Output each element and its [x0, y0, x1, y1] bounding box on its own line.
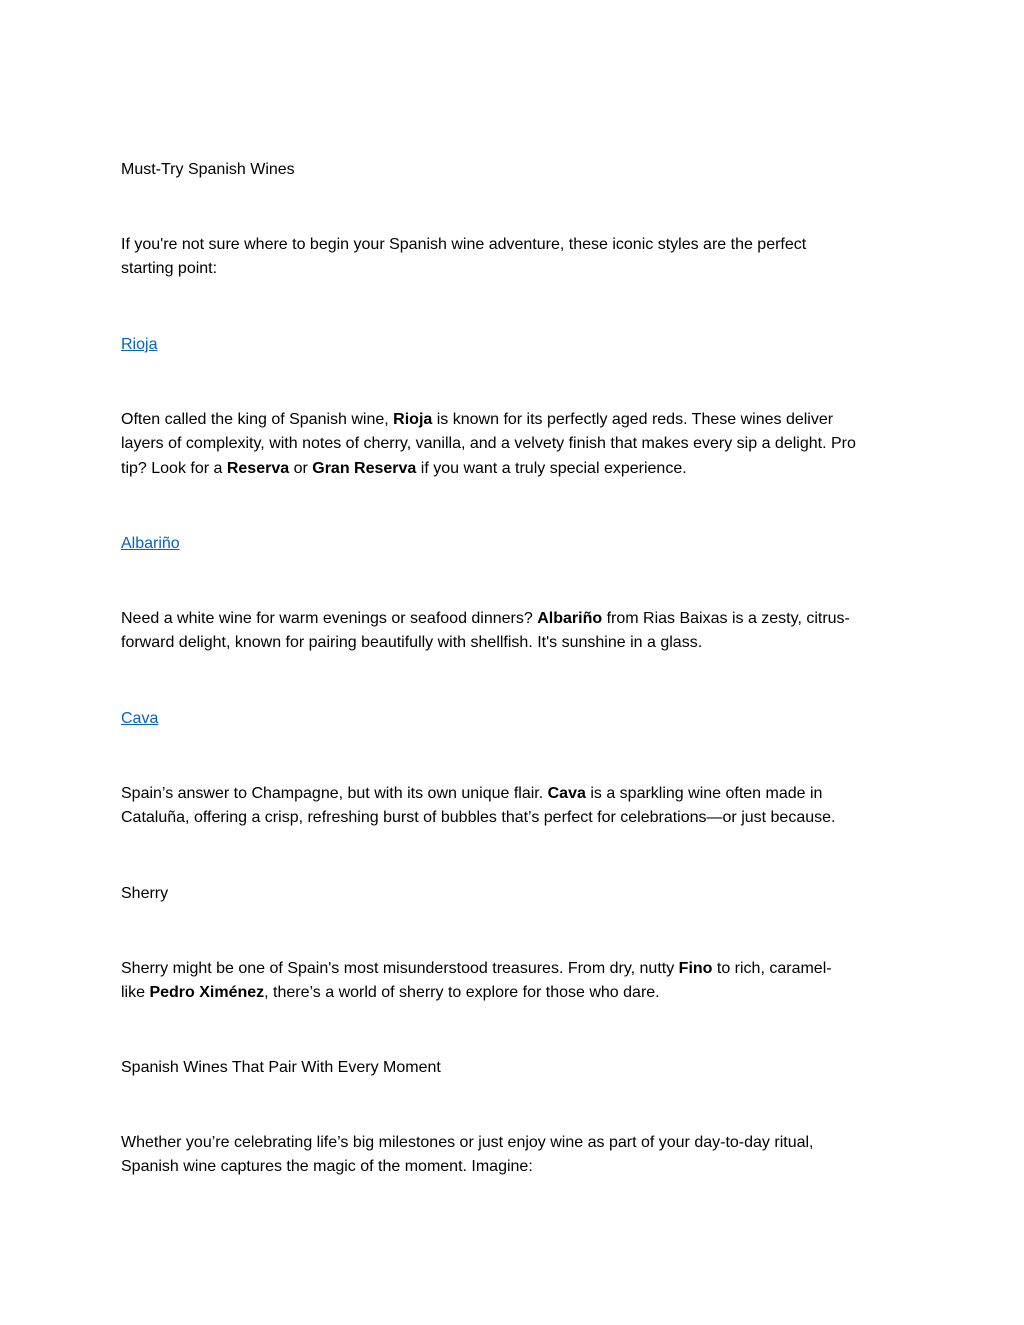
text-run: , there’s a world of sherry to explore for those who dare.	[264, 984, 660, 1002]
albarino-link[interactable]: Albariño	[121, 535, 180, 552]
bold-term-rioja: Rioja	[393, 411, 433, 428]
cava-line-2: Cataluña, offering a crisp, refreshing burst of bubbles that’s perfect for celebrations—or just because.	[121, 809, 836, 827]
text-run: to rich, caramel-	[712, 960, 832, 977]
closing-line-2: Spanish wine captures the magic of the moment. Imagine:	[121, 1158, 533, 1176]
bold-term-fino: Fino	[678, 960, 713, 977]
rioja-line-2: layers of complexity, with notes of cherry, vanilla, and a velvety finish that makes every sip a delight. Pro	[121, 435, 856, 453]
text-run: Sherry might be one of Spain's most misunderstood treasures. From dry, nutty	[121, 960, 679, 977]
sherry-heading: Sherry	[121, 885, 169, 902]
cava-line-1	[121, 782, 911, 806]
text-run: Often called the king of Spanish wine,	[121, 411, 394, 428]
text-run: from Rias Baixas is a zesty, citrus-	[602, 610, 850, 627]
albarino-line-2: forward delight, known for pairing beautifully with shellfish. It's sunshine in a glass.	[121, 634, 703, 652]
cava-heading	[121, 707, 911, 731]
text-run: Need a white wine for warm evenings or seafood dinners?	[121, 610, 538, 627]
closing-paragraph	[121, 1131, 911, 1180]
sherry-line-2	[121, 981, 911, 1005]
bold-term-gran-reserva: Gran Reserva	[312, 459, 417, 477]
sherry-line-1	[121, 957, 911, 981]
closing-line-1: Whether you’re celebrating life’s big milestones or just enjoy wine as part of your day-to-day ritual,	[121, 1134, 814, 1151]
rioja-line-3	[121, 457, 911, 481]
text-run: if you want a truly special experience.	[416, 459, 687, 477]
rioja-paragraph	[121, 408, 911, 481]
sherry-paragraph	[121, 957, 911, 1006]
text-run: is known for its perfectly aged reds. These wines deliver	[432, 411, 834, 428]
bold-term-albarino: Albariño	[537, 610, 603, 627]
intro-line-2: starting point:	[121, 260, 218, 278]
albarino-heading	[121, 532, 911, 556]
rioja-link[interactable]: Rioja	[121, 336, 158, 353]
intro-line-1: If you're not sure where to begin your Spanish wine adventure, these iconic styles are the perfect	[121, 236, 807, 253]
text-run: like	[121, 984, 150, 1002]
section-heading-must-try: Must-Try Spanish Wines	[121, 161, 295, 178]
rioja-heading	[121, 333, 911, 357]
text-run: is a sparkling wine often made in	[585, 785, 823, 802]
section-heading-pairing: Spanish Wines That Pair With Every Moment	[121, 1059, 441, 1076]
intro-paragraph	[121, 233, 911, 282]
text-run: or	[289, 459, 313, 477]
text-run: Spain’s answer to Champagne, but with its own unique flair.	[121, 785, 548, 802]
albarino-paragraph	[121, 607, 911, 656]
rioja-line-1	[121, 408, 911, 432]
bold-term-pedro-ximenez: Pedro Ximénez	[149, 984, 265, 1002]
text-run: tip? Look for a	[121, 459, 227, 477]
bold-term-reserva: Reserva	[226, 459, 290, 477]
cava-paragraph	[121, 782, 911, 831]
albarino-line-1	[121, 607, 911, 631]
cava-link[interactable]: Cava	[121, 710, 159, 727]
bold-term-cava: Cava	[547, 785, 586, 802]
